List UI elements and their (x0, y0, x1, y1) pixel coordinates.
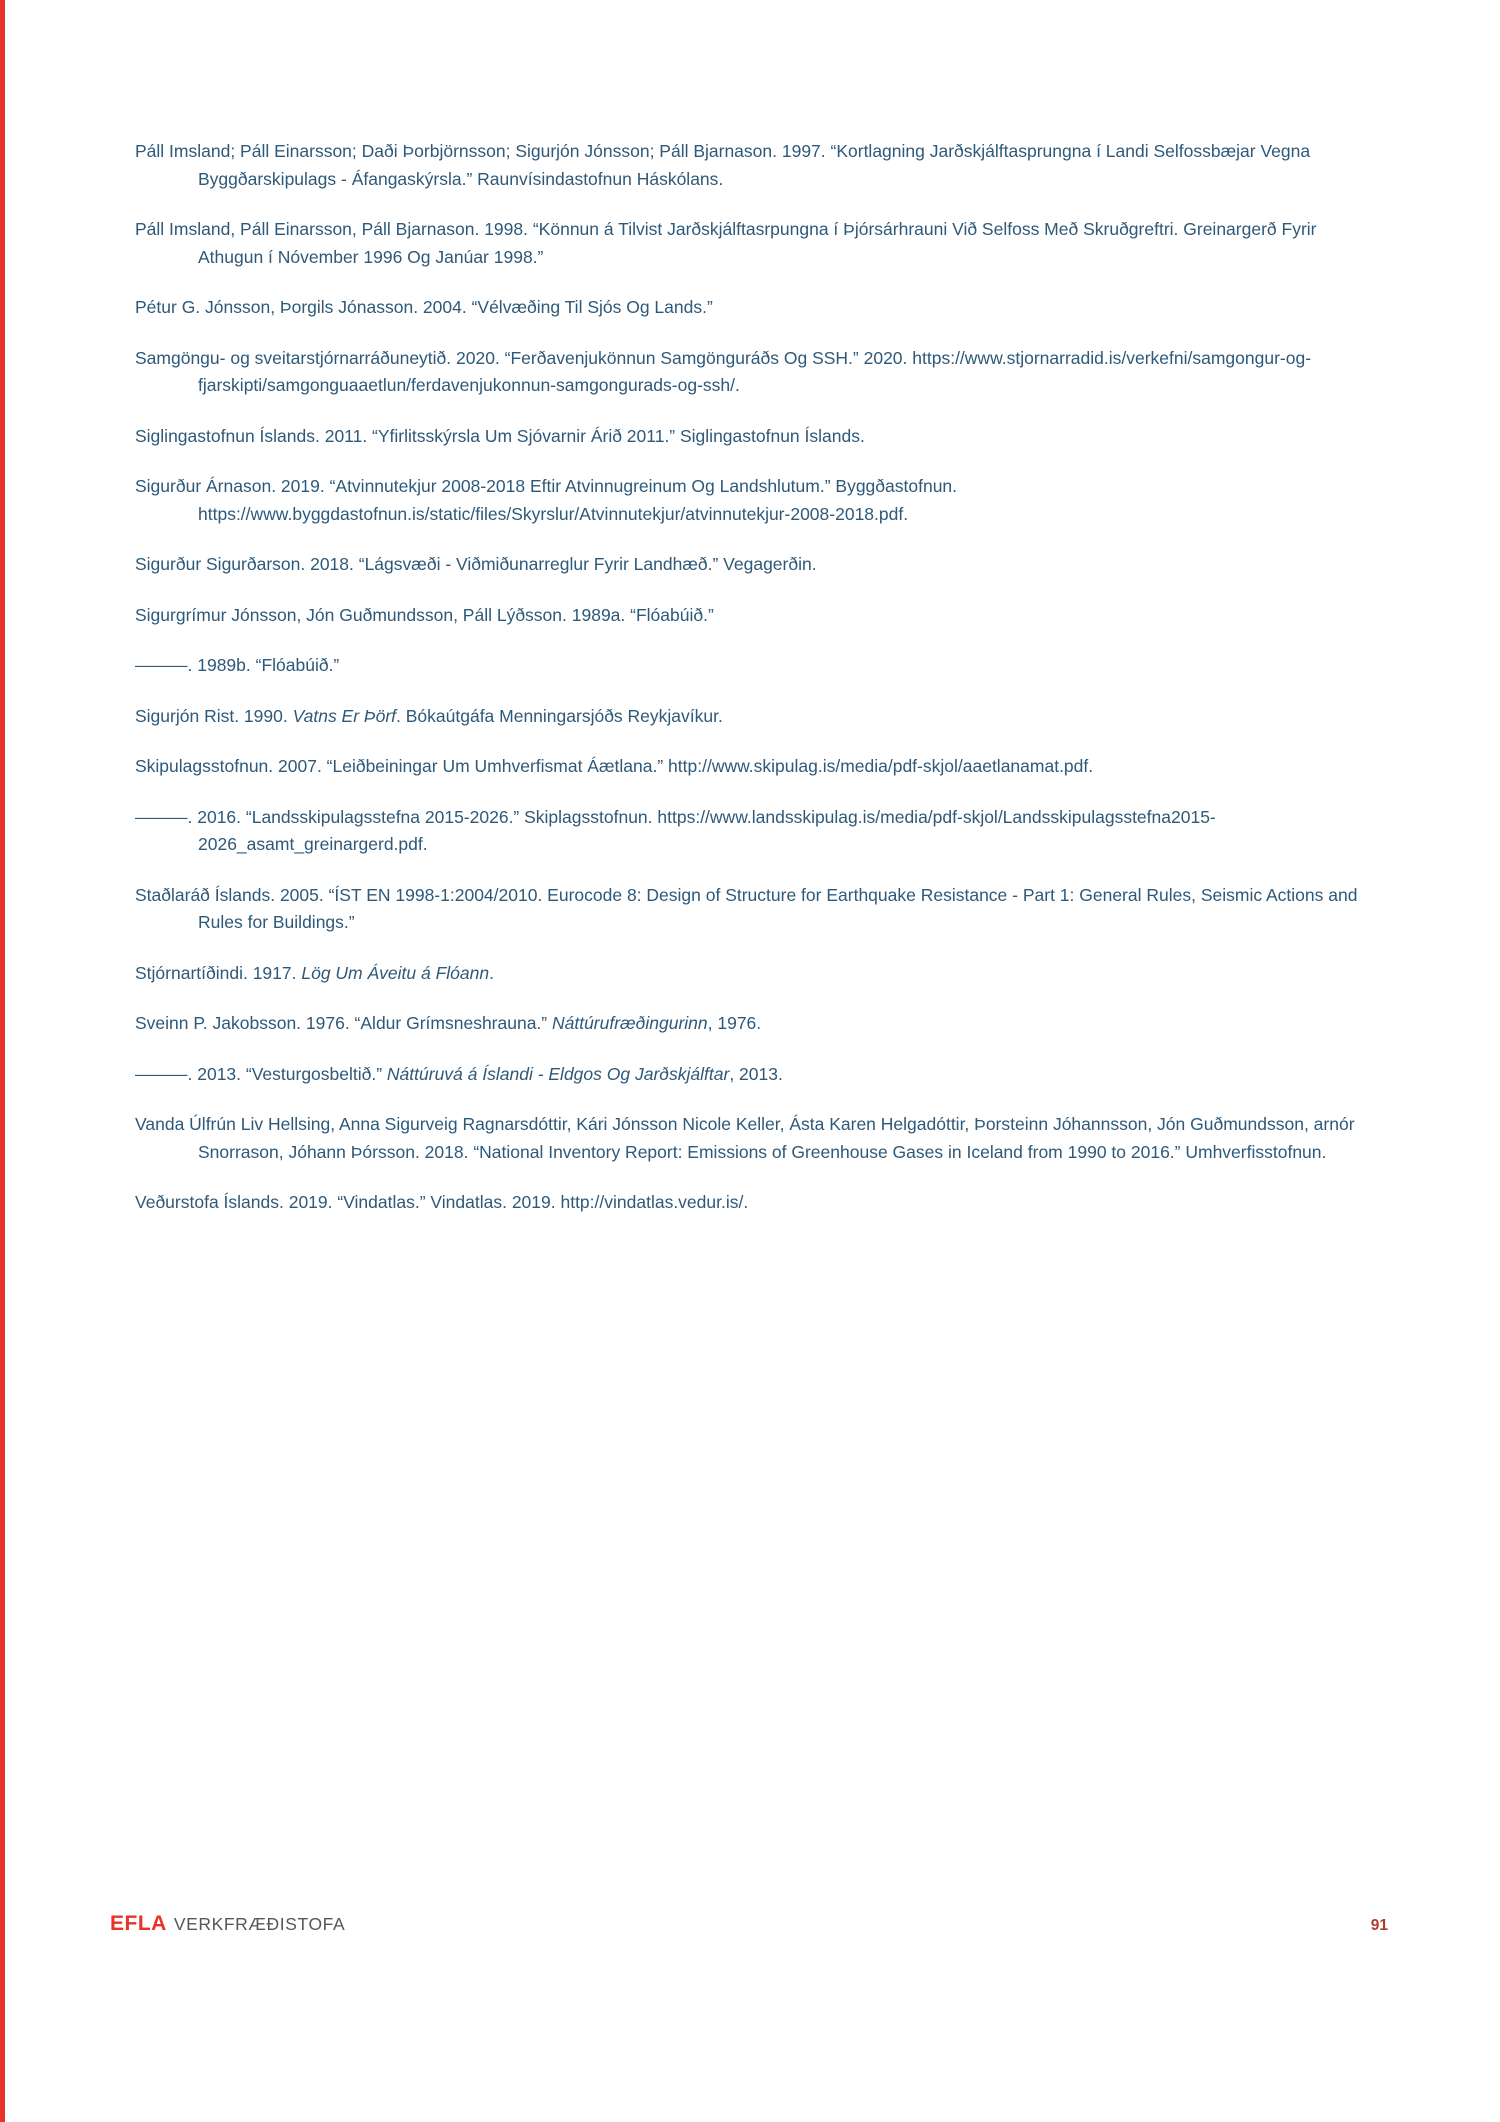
reference-text: Stjórnartíðindi. 1917. (135, 962, 302, 983)
reference-text: Sigurður Sigurðarson. 2018. “Lágsvæði - Viðmiðunarreglur Fyrir Landhæð.” Vegagerðin. (135, 554, 817, 574)
reference-entry (135, 138, 1382, 193)
reference-text: . (489, 962, 494, 983)
reference-entry (135, 960, 1382, 988)
reference-entry (135, 602, 1382, 630)
reference-title-italic: Náttúrufræðingurinn (551, 1013, 708, 1033)
reference-text: Páll Imsland; Páll Einarsson; Daði Þorbjörnsson; Sigurjón Jónsson; Páll Bjarnason. 1997. “Kortlagning Jarðskjálftasprungna í Landi Selfossbæjar Vegna Byggðarskipulags - Áfangaskýrsla.” Raunvísindastofnun Háskólans. (135, 141, 1311, 189)
references-list (135, 138, 1382, 1240)
reference-text: Sigurjón Rist. 1990. (135, 705, 293, 726)
reference-entry (135, 473, 1382, 528)
reference-entry (135, 804, 1382, 859)
reference-entry (135, 882, 1382, 937)
reference-title-italic: Vatns Er Þörf (292, 705, 397, 726)
reference-text: Páll Imsland, Páll Einarsson, Páll Bjarnason. 1998. “Könnun á Tilvist Jarðskjálftasrpungna í Þjórsárhrauni Við Selfoss Með Skruðgreftri. Greinargerð Fyrir Athugun í Nóvember 1996 Og Janúar 1998.” (135, 219, 1317, 267)
reference-text: Staðlaráð Íslands. 2005. “ÍST EN 1998-1:2004/2010. Eurocode 8: Design of Structure for Earthquake Resistance - Part 1: General Rules, Seismic Actions and Rules for Buildings.” (135, 884, 1358, 932)
reference-text: Sigurgrímur Jónsson, Jón Guðmundsson, Páll Lýðsson. 1989a. “Flóabúið.” (135, 604, 714, 625)
reference-entry (135, 294, 1382, 322)
left-accent-rule (0, 0, 5, 2122)
reference-text: , 1976. (707, 1013, 762, 1033)
reference-entry (135, 423, 1382, 451)
reference-entry (135, 345, 1382, 400)
reference-title-italic: Lög Um Áveitu á Flóann (301, 962, 490, 983)
efla-logo: EFLA (110, 1912, 167, 1935)
reference-text: Sveinn P. Jakobsson. 1976. “Aldur Grímsneshrauna.” (135, 1013, 552, 1033)
reference-text: Veðurstofa Íslands. 2019. “Vindatlas.” Vindatlas. 2019. http://vindatlas.vedur.is/. (135, 1192, 749, 1212)
reference-text: ———. 1989b. “Flóabúið.” (135, 655, 340, 675)
reference-entry (135, 216, 1382, 271)
reference-text: , 2013. (729, 1063, 783, 1084)
reference-text: Vanda Úlfrún Liv Hellsing, Anna Sigurveig Ragnarsdóttir, Kári Jónsson Nicole Keller, Ásta Karen Helgadóttir, Þorsteinn Jóhannsson, Jón Guðmundsson, arnór Snorrason, Jóhann Þórsson. 2018. “National Inventory Report: Emissions of Greenhouse Gases in Iceland from 1990 to 2016.” Umhverfisstofnun. (135, 1114, 1355, 1162)
reference-text: . Bókaútgáfa Menningarsjóðs Reykjavíkur. (396, 705, 723, 726)
reference-entry (135, 1189, 1382, 1217)
reference-text: Pétur G. Jónsson, Þorgils Jónasson. 2004. “Vélvæðing Til Sjós Og Lands.” (135, 297, 713, 317)
reference-text: Skipulagsstofnun. 2007. “Leiðbeiningar Um Umhverfismat Áætlana.” http://www.skipulag.is/media/pdf-skjol/aaetlanamat.pdf. (135, 756, 1094, 776)
reference-entry (135, 703, 1382, 731)
reference-entry (135, 1061, 1382, 1089)
reference-entry (135, 1010, 1382, 1038)
company-name: VERKFRÆÐISTOFA (173, 1914, 346, 1934)
reference-entry (135, 652, 1382, 680)
reference-title-italic: Náttúruvá á Íslandi - Eldgos Og Jarðskjálftar (386, 1063, 730, 1084)
reference-text: Siglingastofnun Íslands. 2011. “Yfirlitsskýrsla Um Sjóvarnir Árið 2011.” Siglingastofnun Íslands. (135, 425, 865, 446)
reference-entry (135, 551, 1382, 579)
reference-text: ———. 2016. “Landsskipulagsstefna 2015-2026.” Skiplagsstofnun. https://www.landsskipulag.is/media/pdf-skjol/Landsskipulagsstefna2015-2026_asamt_greinargerd.pdf. (135, 806, 1216, 854)
reference-text: Sigurður Árnason. 2019. “Atvinnutekjur 2008-2018 Eftir Atvinnugreinum Og Landshlutum.” Byggðastofnun. https://www.byggdastofnun.is/static/files/Skyrslur/Atvinnutekjur/atvinnutekjur-2008-2018.pdf. (135, 476, 958, 524)
reference-entry (135, 1111, 1382, 1166)
page-number: 91 (1370, 1917, 1388, 1934)
page-footer (110, 1912, 1388, 1936)
reference-text: Samgöngu- og sveitarstjórnarráðuneytið. 2020. “Ferðavenjukönnun Samgönguráðs Og SSH.” 2020. https://www.stjornarradid.is/verkefni/samgongur-og-fjarskipti/samgonguaaetlun/ferdavenjukonnun-samgongurads-og-ssh/. (135, 347, 1312, 395)
reference-entry (135, 753, 1382, 781)
reference-text: ———. 2013. “Vesturgosbeltið.” (135, 1063, 387, 1084)
